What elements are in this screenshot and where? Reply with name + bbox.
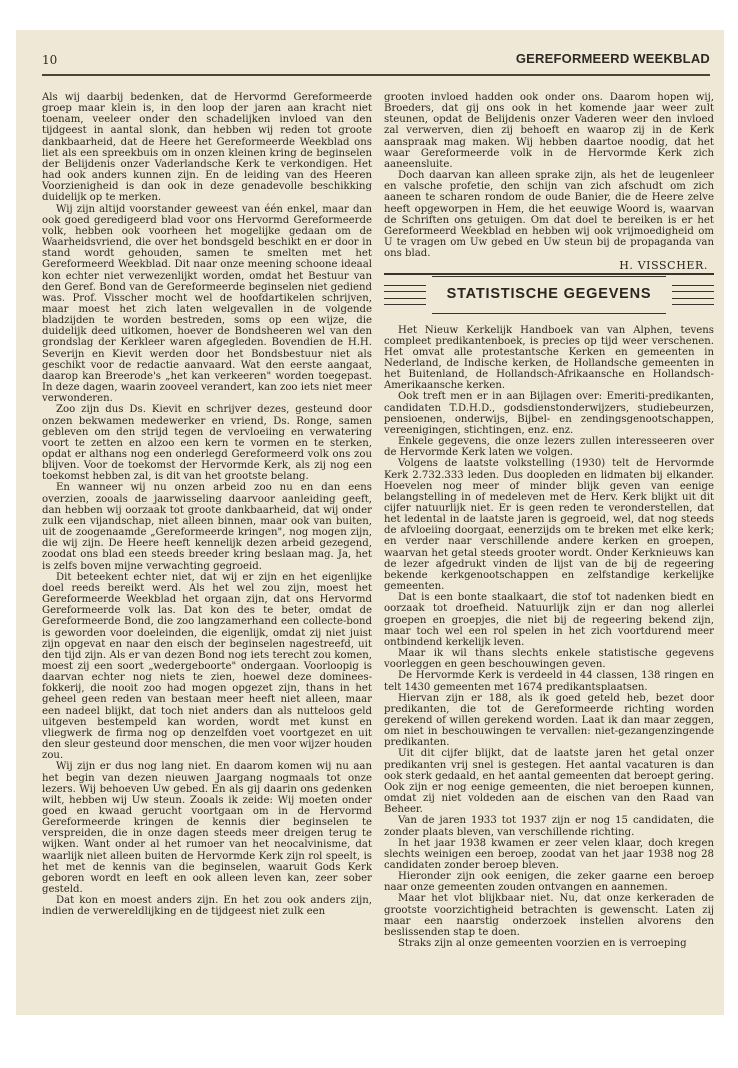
section-rule-left [384,298,426,305]
paragraph: Het Nieuw Kerkelijk Handboek van van Alphen, tevens compleet predikantenboek, is precies op tijd weer verschenen. Het omvat alle protestantsche Kerken en gemeenten in Nederland, de Indische kerken, de Hollandsche gemeenten in het Buitenland, de Hollandsch-Afrikaansche en Hollandsch-Amerikaansche kerken. [384,324,714,392]
section-rule-right [672,285,714,292]
paragraph: Volgens de laatste volkstelling (1930) telt de Hervormde Kerk 2.732.333 leden. Dus doopleden en lidmaten bij elkander. Hoevelen nog meer of minder blijk geven van eenige belangstelling in of medeleven met de Herv. Kerk blijkt uit dit cijfer natuurlijk niet. Er is geen reden te veronderstellen, dat het ledental in de laatste jaren is gegroeid, wel, dat nog steeds de afvloeiing doorgaat, eenerzijds om te breken met elke kerk; en verder naar verschillende andere kerken en groepen, waarvan het getal steeds grooter wordt. Onder Kerknieuws kan de lezer afgedrukt vinden de lijst van de bij de regeering bekende kerkgenootschappen en zelfstandige kerkelijke gemeenten. [384,458,714,593]
paragraph: Maar het vlot blijkbaar niet. Nu, dat onze kerkeraden de grootste voorzichtigheid betrachten is gewenscht. Laten zij maar een naarstig onderzoek instellen alvorens den beslissenden stap te doen. [384,893,714,938]
paragraph: Ook treft men er in aan Bijlagen over: Emeriti-predikanten, candidaten T.D.H.D., godsdienstonderwijzers, studiebeurzen, pensioenen, onderwijs, Bijbel- en zendingsgenootschappen, vereenigingen, stichtingen, enz. enz. [384,391,714,436]
paragraph: Uit dit cijfer blijkt, dat de laatste jaren het getal onzer predikanten vrij snel is gestegen. Het aantal vacaturen is dan ook sterk gedaald, en het aantal gemeenten dat beroept gering. Ook zijn er nog eenige gemeenten, die niet beroepen kunnen, omdat zij niet voldeden aan de eischen van den Raad van Beheer. [384,748,714,816]
paragraph: De Hervormde Kerk is verdeeld in 44 classen, 138 ringen en telt 1430 gemeenten met 1674 predikantsplaatsen. [384,670,714,693]
section-rule-right [672,298,714,305]
section-top-rule [384,273,714,275]
author-signature: H. VISSCHER. [619,259,708,273]
running-head: GEREFORMEERD WEEKBLAD [515,51,710,66]
section-rule-left [384,285,426,292]
paragraph: In het jaar 1938 kwamen er zeer velen klaar, doch kregen slechts weinigen een beroep, zoodat van het jaar 1938 nog 28 candidaten zonder beroep bleven. [384,837,714,871]
paragraph: Zoo zijn dus Ds. Kievit en schrijver dezes, gesteund door onzen bekwamen medewerker en vriend, Ds. Ronge, samen gebleven om den strijd tegen de vervloeiing en verwatering voort te zetten en alzoo een kern te vormen en te sterken, opdat er althans nog een onderlegd Gereformeerd volk ons zou blijven. Voor de toekomst der Hervormde Kerk, als zij nog een toekomst hebben zal, is dit van het grootste belang. [42,404,372,483]
paragraph: Maar ik wil thans slechts enkele statistische gegevens voorleggen en geen beschouwingen geven. [384,648,714,671]
paragraph: Dat kon en moest anders zijn. En het zou ook anders zijn, indien de verwereldlijking en de tijdgeest niet zulk een [42,895,372,918]
paragraph: Wij zijn altijd voorstander geweest van één enkel, maar dan ook goed geredigeerd blad voor ons Hervormd Gereformeerde volk, hebben ook voorheen het mogelijke gedaan om de Waarheidsvriend, die over het bondsgeld beschikt en er door in stand wordt gehouden, samen te smelten met het Gereformeerd Weekblad. Dit naar onze meening schoone ideaal kon echter niet verwezenlijkt worden, omdat het Bestuur van den Geref. Bond van de Gereformeerde beginselen niet gediend was. Prof. Visscher mocht wel de hoofdartikelen schrijven, maar moest het zich laten welgevallen in de volgende bladzijden te worden bestreden, soms op een wijze, die duidelijk deed uitkomen, hoever de Bondsheeren wel van den grondslag der Kerkleer waren afgegleden. Bovendien de H.H. Severijn en Kievit werden door het Bondsbestuur niet als geschikt voor de redactie aanvaard. Wat den eerste aangaat, daarop kan Breerode's „het kan verkeeren" worden toegepast. In deze dagen, waarin zooveel verandert, kan zoo iets niet meer verwonderen. [42,203,372,405]
paragraph: Als wij daarbij bedenken, dat de Hervormd Gereformeerde groep maar klein is, in den loop der jaren aan kracht niet toenam, veeleer onder den schadelijken invloed van den tijdgeest in aantal slonk, dan hebben wij reden tot groote dankbaarheid, dat de Heere het Gereformeerde Weekblad ons liet als een spreekbuis om in onzen kleinen kring de beginselen der Belijdenis onzer Vaderlandsche Kerk te verkondigen. Het had ook anders kunnen zijn. En de leiding van des Heeren Voorzienigheid is dan ook in deze genadevolle beschikking duidelijk op te merken. [42,92,372,204]
right-column [384,92,714,1004]
left-column [42,92,372,1004]
page-number: 10 [42,53,58,67]
paragraph: Enkele gegevens, die onze lezers zullen interesseeren over de Hervormde Kerk laten we volgen. [384,436,714,459]
paragraph: Dit beteekent echter niet, dat wij er zijn en het eigenlijke doel reeds bereikt werd. Als het wel zou zijn, moest het Gereformeerde Weekblad het orgaan zijn, dat ons Hervormd Gereformeerde volk las. Dat kon des te beter, omdat de Gereformeerde Bond, die zoo langzamerhand een collecte-bond is geworden voor doeleinden, die eigenlijk, omdat zij niet juist zijn opgevat en naar den eisch der beginselen nagestreefd, uit den tijd zijn. Als er van dezen Bond nog iets terecht zou komen, moest zij een soort „wedergeboorte" ondergaan. Voorloopig is daarvan echter nog niets te zien, hoewel deze dominees-fokkerij, die nooit zoo had mogen opgezet zijn, thans in het geheel geen reden van bestaan meer heeft niet alleen, maar een nadeel blijkt, dat toch niet anders dan als nutteloos geld uitgeven bestempeld kan worden, wordt met kunst en vliegwerk de firma nog op denzelfden voet voortgezet en uit den sleur gesteund door menschen, die men voor wijzer houden zou. [42,571,372,762]
section-title: STATISTISCHE GEGEVENS [432,276,666,314]
section-header [384,276,714,316]
paragraph: Hieronder zijn ook eenigen, die zeker gaarne een beroep naar onze gemeenten zouden ontvangen en aannemen. [384,871,714,894]
paragraph: En wanneer wij nu onzen arbeid zoo nu en dan eens overzien, zooals de jaarwisseling daarvoor aanleiding geeft, dan hebben wij oorzaak tot groote dankbaarheid, dat wij onder zulk een vijandschap, niet alleen binnen, maar ook van buiten, uit de zoogenaamde „Gereformeerde kringen", nog mogen zijn, die wij zijn. De Heere heeft kennelijk dezen arbeid gezegend, zoodat ons blad een steeds breeder kring beslaan mag. Ja, het is zelfs boven mijne verwachting gegroeid. [42,482,372,572]
paragraph: grooten invloed hadden ook onder ons. Daarom hopen wij, Broeders, dat gij ons ook in het komende jaar weer zult steunen, opdat de Belijdenis onzer Vaderen weer den invloed zal verwerven, dien zij behoeft en waarop zij in de Kerk aanspraak mag maken. Wij hebben daartoe noodig, dat het waar Gereformeerde volk in de Hervormde Kerk zich aaneensluite. [384,92,714,170]
paragraph: Hiervan zijn er 188, als ik goed geteld heb, bezet door predikanten, die tot de Gereformeerde richting worden gerekend of willen gerekend worden. Laat ik dan maar zeggen, om niet in beschouwingen te vervallen: niet-gezangenzingende predikanten. [384,692,714,749]
paragraph: Dat is een bonte staalkaart, die stof tot nadenken biedt en oorzaak tot droefheid. Natuurlijk zijn er dan nog allerlei groepen en groepjes, die niet bij de regeering bekend zijn, maar toch wel een rol spelen in het zich voortdurend meer ontbindend kerkelijk leven. [384,592,714,648]
paragraph: Doch daarvan kan alleen sprake zijn, als het de leugenleer en valsche profetie, den schijn van zich afschudt om zich aaneen te scharen rondom de oude Banier, die de Heere zelve heeft opgeworpen in Hem, die het eeuwige Woord is, waarvan de Schriften ons getuigen. Om dat doel te bereiken is er het Gereformeerd Weekblad en hebben wij ook vrijmoedigheid om U te vragen om Uw gebed en Uw steun bij de propaganda van ons blad. [384,170,714,260]
paragraph: Van de jaren 1933 tot 1937 zijn er nog 15 candidaten, die zonder plaats bleven, van verschillende richting. [384,815,714,838]
paragraph: Wij zijn er dus nog lang niet. En daarom komen wij nu aan het begin van dezen nieuwen Jaargang nogmaals tot onze lezers. Wij behoeven Uw gebed. En als gij daarin ons gedenken wilt, hebben wij Uw steun. Zooals ik zeide: Wij moeten onder goed en kwaad gerucht voortgaan om in de Hervormd Gereformeerde kringen de kennis dier beginselen te verspreiden, die in onze dagen steeds meer dreigen terug te wijken. Want onder al het rumoer van het neocalvinisme, dat waarlijk niet alleen buiten de Hervormde Kerk zijn rol speelt, is het met de kennis van die beginselen, waaruit Gods Kerk geboren wordt en leeft en ook alleen leven kan, zeer sober gesteld. [42,761,372,896]
paragraph: Straks zijn al onze gemeenten voorzien en is verroeping [398,938,687,950]
header-rule [42,74,710,76]
